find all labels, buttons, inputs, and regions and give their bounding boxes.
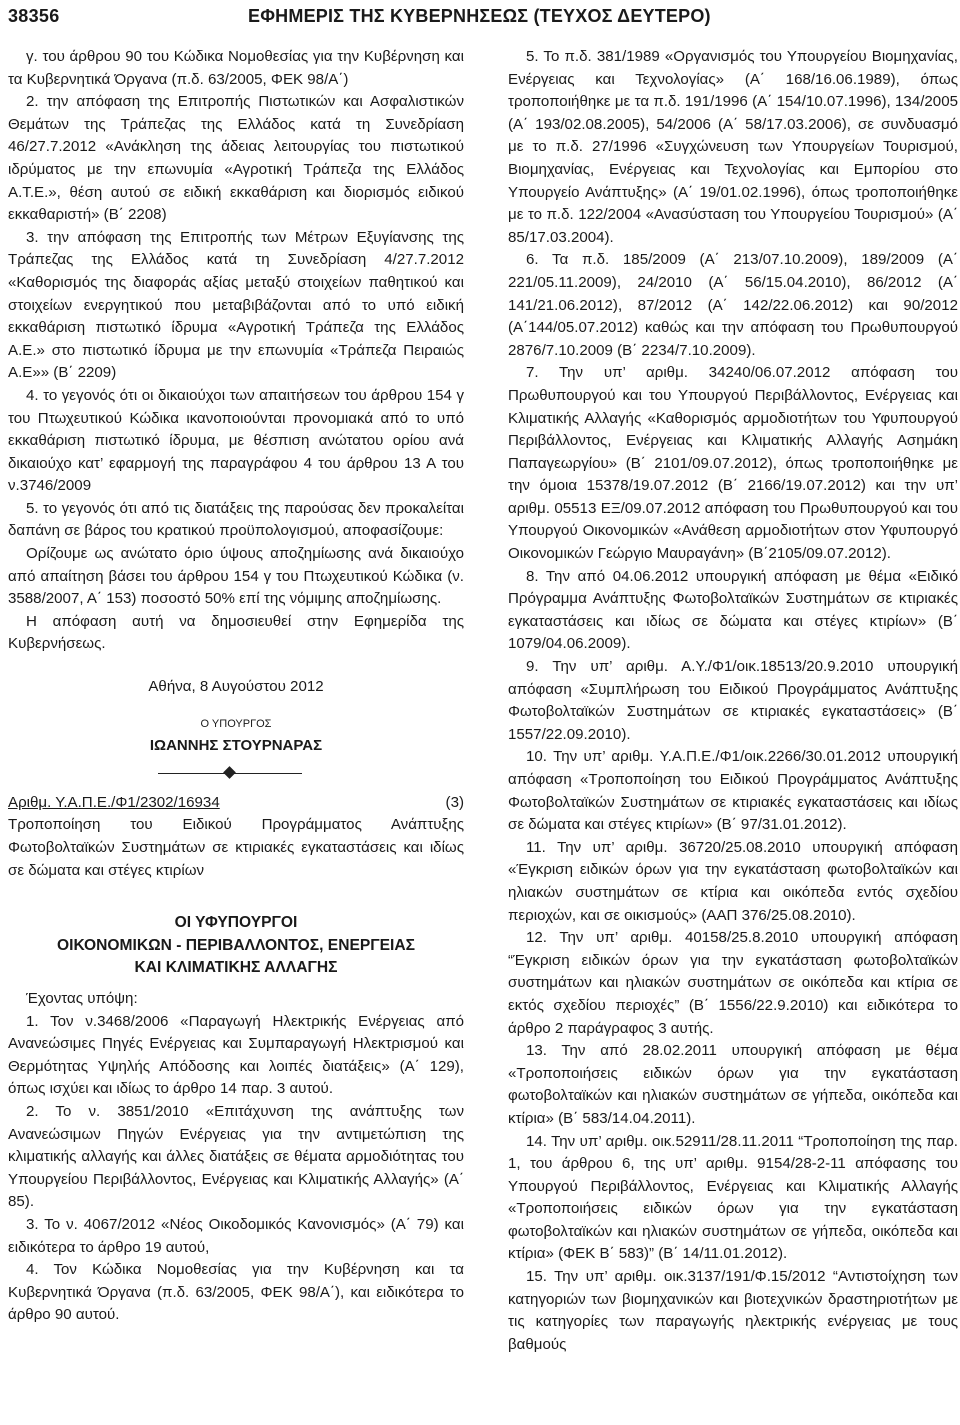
paragraph-4: 4. το γεγονός ότι οι δικαιούχοι των απαιτήσεων του άρθρου 154 γ του Πτωχευτικού Κώδικα ικανοποιούνται προνομιακά από το υπό εκκαθάριση πιστωτικό ίδρυμα, με θέσπιση ανώτατου ορίου ανά δικαιούχο κατ’ εφαρμογή της παραγράφου 4 του άρθρου 13 Α του ν.3746/2009 (8, 386, 464, 495)
paragraph-2: 2. την απόφαση της Επιτροπής Πιστωτικών και Ασφαλιστικών Θεμάτων της Τράπεζας της Ελλάδος κατά τη Συνεδρίαση 46/27.7.2012 «Ανάκληση της άδειας λειτουργίας του πιστωτικού ιδρύματος με την επωνυμία «Αγροτική Τράπεζα της Ελλάδος Α.Τ.Ε.», θέση αυτού σε ειδική εκκαθάριση και διορισμός ειδικού εκκαθαριστή» (Β΄ 2208) (8, 93, 464, 224)
paragraph-g: γ. του άρθρου 90 του Κώδικα Νομοθεσίας για την Κυβέρνηση και τα Κυβερνητικά Όργανα (π.δ. 63/2005, ΦΕΚ 98/Α΄) (8, 48, 464, 88)
authority-heading-2: ΟΙΚΟΝΟΜΙΚΩΝ - ΠΕΡΙΒΑΛΛΟΝΤΟΣ, ΕΝΕΡΓΕΙΑΣ (56, 936, 415, 954)
item-5: 5. Το π.δ. 381/1989 «Οργανισμός του Υπουργείου Βιομηχανίας, Ενέργειας και Τεχνολογίας» (Α΄ 168/16.06.1989), όπως τροποποιήθηκε με τα π.δ. 191/1996 (Α΄ 154/10.07.1996), 134/2005 (Α΄ 193/02.08.2005), 54/2006 (Α΄ 58/17.03.2006), σε συνδυασμό με το π.δ. 27/1996 «Συγχώνευση των Υπουργείων Τουρισμού, Βιομηχανίας, Ενέργειας και Τεχνολογίας και Εμπορίου στο Υπουργείο Ανάπτυξης» (Α΄ 19/01.02.1996), όπως τροποποιήθηκε με το π.δ. 122/2004 «Ανασύσταση του Υπουργείου Τουρισμού» (Α΄ 85/17.03.2004). (508, 48, 958, 246)
item-11: 11. Την υπ’ αριθμ. 36720/25.08.2010 υπουργική απόφαση «Έγκριση ειδικών όρων για την εγκατάσταση φωτοβολταϊκών και ηλιακών συστημάτων σε κτίρια και οικόπεδα εντός σχεδίου περιοχών, και σε οικισμούς» (ΑΑΠ 376/25.08.2010). (508, 838, 958, 924)
item-14: 14. Την υπ’ αριθμ. οικ.52911/28.11.2011 “Τροποποίηση της παρ. 1, του άρθρου 6, της υπ’ αριθμ. 9154/28-2-11 απόφασης του Υπουργού Περιβάλλοντος, Ενέργειας και Κλιματικής Αλλαγής «Τροποποιήσεις ειδικών όρων για την εγκατάσταση φωτοβολταϊκών και ηλιακών συστημάτων σε γήπεδα, οικόπεδα και κτίρια» (ΦΕΚ Β΄ 583)” (Β΄ 14/11.01.2012). (508, 1132, 958, 1263)
decision-reference (8, 792, 464, 815)
authority-heading-1: ΟΙ ΥΦΥΠΟΥΡΓΟΙ (174, 914, 298, 932)
decision-paragraph: Ορίζουμε ως ανώτατο όριο ύψους αποζημίωσης ανά δικαιούχο από απαίτηση βάσει του άρθρου 154 γ του Πτωχευτικού Κώδικα (ν. 3588/2007, Α΄ 153) ποσοστό 50% επί της νόμιμης αποζημίωσης. (8, 545, 464, 608)
item-2: 2. Το ν. 3851/2010 «Επιτάχυνση της ανάπτυξης των Ανανεώσιμων Πηγών Ενέργειας για την αντιμετώπιση της κλιματικής αλλαγής και άλλες διατάξεις σε θέματα αρμοδιότητας του Υπουργείου Περιβάλλοντος, Ενέργειας και Κλιματικής Αλλαγής» (Α΄ 85). (8, 1102, 464, 1211)
item-1: 1. Τον ν.3468/2006 «Παραγωγή Ηλεκτρικής Ενέργειας από Ανανεώσιμες Πηγές Ενέργειας και Συμπαραγωγή Ηλεκτρισμού και Θερμότητας Υψηλής Απόδοσης και λοιπές διατάξεις» (Α΄ 129), όπως ισχύει και ιδίως το άρθρο 14 παρ. 3 αυτού. (8, 1012, 464, 1098)
diamond-icon (223, 766, 236, 779)
decision-title: Τροποποίηση του Ειδικού Προγράμματος Ανάπτυξης Φωτοβολταϊκών Συστημάτων σε κτιριακές εγκαταστάσεις και ιδίως σε δώματα και στέγες κτιρίων (8, 816, 464, 879)
item-10: 10. Την υπ’ αριθμ. Υ.Α.Π.Ε./Φ1/οικ.2266/30.01.2012 υπουργική απόφαση «Τροποποίηση του Ειδικού Προγράμματος Ανάπτυξης Φωτοβολταϊκών Συστημάτων σε κτιριακές εγκαταστάσεις και ιδίως σε δώματα και στέγες κτιρίων» (Β΄ 97/31.01.2012). (508, 748, 958, 834)
item-8: 8. Την από 04.06.2012 υπουργική απόφαση με θέμα «Ειδικό Πρόγραμμα Ανάπτυξης Φωτοβολταϊκών Συστημάτων σε κτιριακές εγκαταστάσεις και ιδίως σε δώματα και στέγες κτιρίων» (Β΄ 1079/04.06.2009). (508, 567, 958, 653)
minister-role: Ο ΥΠΟΥΡΓΟΣ (200, 717, 272, 730)
item-15: 15. Την υπ’ αριθμ. οικ.3137/191/Φ.15/2012 “Αντιστοίχηση των κατηγοριών των βιομηχανικών και βιοτεχνικών δραστηριοτήτων με τις κατηγορίες των παραγωγής ηλεκτρικής ενέργειας με τους βαθμούς (508, 1268, 958, 1353)
having-regard: Έχοντας υπόψη: (26, 989, 138, 1007)
item-9: 9. Την υπ’ αριθμ. Α.Υ./Φ1/οικ.18513/20.9.2010 υπουργική απόφαση «Συμπλήρωση του Ειδικού Προγράμματος Ανάπτυξης Φωτοβολταϊκών Συστημάτων σε κτιριακές εγκαταστάσεις» (Β΄ 1557/22.09.2010). (508, 658, 958, 743)
item-12: 12. Την υπ’ αριθμ. 40158/25.8.2010 υπουργική απόφαση “Έγκριση ειδικών όρων για την εγκατάσταση φωτοβολταϊκών συστημάτων και ηλιακών συστημάτων σε οικόπεδα και κτίρια σε εκτός σχεδίου περιοχές” (Β΄ 1556/22.9.2010) και ειδικότερα το άρθρο 2 παράγραφος 3 αυτής. (508, 929, 958, 1037)
page-header (0, 0, 960, 36)
reference-number: Αριθμ. Υ.Α.Π.Ε./Φ1/2302/16934 (8, 793, 220, 811)
authority-heading-3: ΚΑΙ ΚΛΙΜΑΤΙΚΗΣ ΑΛΛΑΓΗΣ (134, 959, 338, 977)
page-number: 38356 (8, 6, 60, 26)
paragraph-5: 5. το γεγονός ότι από τις διατάξεις της παρούσας δεν προκαλείται δαπάνη σε βάρος του κρατικού προϋπολογισμού, αποφασίζουμε: (8, 499, 464, 540)
right-column (508, 46, 958, 1356)
item-4: 4. Τον Κώδικα Νομοθεσίας για την Κυβέρνηση και τα Κυβερνητικά Όργανα (π.δ. 63/2005, ΦΕΚ 98/Α΄), και ειδικότερα το άρθρο 90 αυτού. (8, 1261, 464, 1324)
paragraph-3: 3. την απόφαση της Επιτροπής των Μέτρων Εξυγίανσης της Τράπεζας της Ελλάδος κατά τη Συνεδρίαση 4/27.7.2012 «Καθορισμός της διαφοράς αξίας μεταξύ στοιχείων παθητικού και στοιχείων ενεργητικού που μεταβιβάζονται από το υπό ειδική εκκαθάριση πιστωτικό ίδρυμα «Αγροτική Τράπεζα της Ελλάδος Α.Ε.» στο πιστωτικό ίδρυμα με την επωνυμία «Τράπεζα Πειραιώς Α.Ε»» (Β΄ 2209) (8, 228, 464, 382)
item-6: 6. Τα π.δ. 185/2009 (Α΄ 213/07.10.2009), 189/2009 (Α΄ 221/05.11.2009), 24/2010 (Α΄ 56/15.04.2010), 86/2012 (Α΄ 141/21.06.2012), 87/2012 (Α΄ 142/22.06.2012) και 90/2012 (Α΄144/05.07.2012) καθώς και την απόφαση του Πρωθυπουργού 2876/7.10.2009 (Β΄ 2234/7.10.2009). (508, 251, 958, 359)
item-3: 3. Το ν. 4067/2012 «Νέος Οικοδομικός Κανονισμός» (Α΄ 79) και ειδικότερα το άρθρο 19 αυτού, (8, 1215, 464, 1256)
gazette-title: ΕΦΗΜΕΡΙΣ ΤΗΣ ΚΥΒΕΡΝΗΣΕΩΣ (ΤΕΥΧΟΣ ΔΕΥΤΕΡΟ) (248, 6, 711, 26)
left-column (8, 46, 464, 1327)
publication-paragraph: Η απόφαση αυτή να δημοσιευθεί στην Εφημερίδα της Κυβερνήσεως. (8, 612, 464, 653)
item-13: 13. Την από 28.02.2011 υπουργική απόφαση με θέμα «Τροποποιήσεις ειδικών όρων για την εγκατάσταση φωτοβολταϊκών και ηλιακών συστημάτων σε γήπεδα, οικόπεδα και κτίρια» (Β΄ 583/14.04.2011). (508, 1042, 958, 1127)
item-7: 7. Την υπ’ αριθμ. 34240/06.07.2012 απόφαση του Πρωθυπουργού και του Υπουργού Περιβάλλοντος, Ενέργειας και Κλιματικής Αλλαγής «Καθορισμός αρμοδιοτήτων του Υφυπουργού Περιβάλλοντος, Ενέργειας και Κλιματικής Αλλαγής Ασημάκη Παπαγεωργίου» (Β΄ 2101/09.07.2012), όπως τροποποιήθηκε με την όμοια 15378/19.07.2012 (Β΄ 2166/19.07.2012) και την υπ’ αριθμ. 05513 ΕΞ/09.07.2012 απόφαση του Πρωθυπουργού και του Υπουργού Οικονομικών «Ανάθεση αρμοδιοτήτων στον Υφυπουργό Οικονομικών Γεώργιο Μαυραγάνη» (Β΄2105/09.07.2012). (508, 364, 958, 563)
reference-index: (3) (445, 793, 464, 811)
section-divider (8, 762, 464, 786)
minister-name: ΙΩΑΝΝΗΣ ΣΤΟΥΡΝΑΡΑΣ (149, 737, 323, 755)
place-date: Αθήνα, 8 Αυγούστου 2012 (148, 678, 324, 696)
